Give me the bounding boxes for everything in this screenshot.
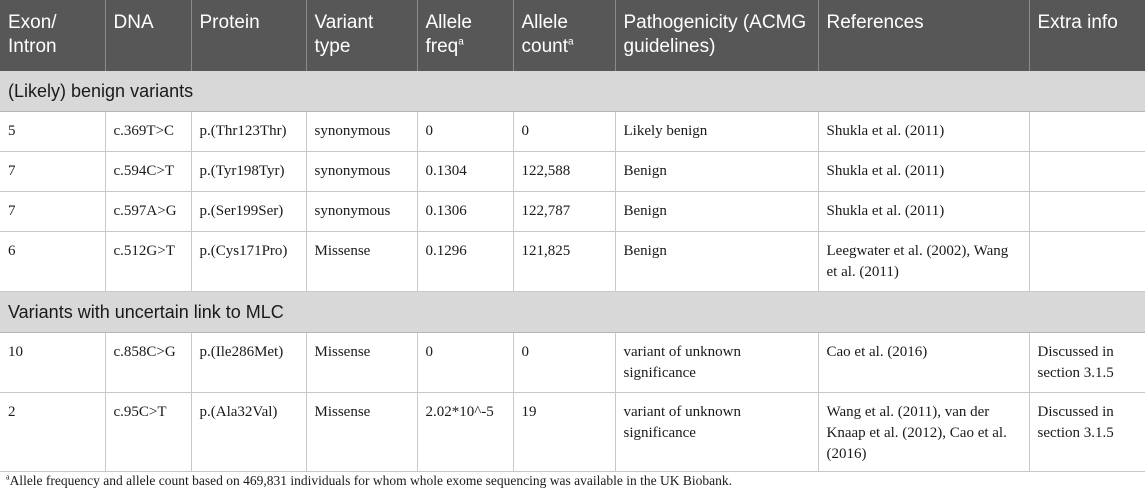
cell-extra-info [1029,192,1145,232]
cell-protein: p.(Cys171Pro) [191,232,306,292]
header-variant-type [306,0,417,71]
footnote-text: Allele frequency and allele count based on 469,831 individuals for whom whole exome sequencing was available in the UK Biobank. [9,473,732,488]
cell-dna: c.512G>T [105,232,191,292]
header-label: Pathogenicity (ACMG guidelines) [623,12,807,57]
cell-exon-intron: 6 [0,232,105,292]
cell-exon-intron: 10 [0,333,105,393]
cell-allele-freq: 0.1306 [417,192,513,232]
cell-allele-count: 122,588 [513,152,615,192]
cell-extra-info: Discussed in section 3.1.5 [1029,333,1145,393]
cell-dna: c.369T>C [105,112,191,152]
cell-references: Cao et al. (2016) [818,333,1029,393]
header-references [818,0,1029,71]
cell-allele-freq: 0.1296 [417,232,513,292]
cell-variant-type: synonymous [306,152,417,192]
cell-variant-type: synonymous [306,192,417,232]
cell-pathogenicity: variant of unknown significance [615,393,818,472]
header-pathogenicity [615,0,818,71]
section-title: Variants with uncertain link to MLC [0,292,1145,333]
header-label: References [826,12,924,33]
cell-pathogenicity: Benign [615,232,818,292]
cell-dna: c.95C>T [105,393,191,472]
header-label: Variant type [314,12,374,57]
header-label: DNA [113,12,154,33]
cell-extra-info [1029,112,1145,152]
cell-protein: p.(Tyr198Tyr) [191,152,306,192]
cell-allele-count: 0 [513,112,615,152]
table-row [0,393,1145,472]
header-allele-freq [417,0,513,71]
cell-protein: p.(Ala32Val) [191,393,306,472]
header-dna [105,0,191,71]
header-superscript: a [458,36,464,48]
cell-references: Shukla et al. (2011) [818,112,1029,152]
table-body [0,71,1145,472]
section-header-row [0,292,1145,333]
table-header [0,0,1145,71]
cell-variant-type: Missense [306,333,417,393]
cell-protein: p.(Ile286Met) [191,333,306,393]
cell-references: Leegwater et al. (2002), Wang et al. (2011) [818,232,1029,292]
cell-protein: p.(Ser199Ser) [191,192,306,232]
cell-references: Wang et al. (2011), van der Knaap et al. (2012), Cao et al. (2016) [818,393,1029,472]
cell-references: Shukla et al. (2011) [818,192,1029,232]
cell-dna: c.858C>G [105,333,191,393]
cell-exon-intron: 7 [0,152,105,192]
header-label: Allele freq [425,12,472,57]
footnote-marker: a [6,472,10,482]
header-label: Allele count [521,12,568,57]
table-row [0,333,1145,393]
cell-allele-freq: 0.1304 [417,152,513,192]
table-row [0,152,1145,192]
cell-variant-type: Missense [306,232,417,292]
cell-pathogenicity: Benign [615,192,818,232]
cell-allele-count: 0 [513,333,615,393]
cell-variant-type: Missense [306,393,417,472]
table-row [0,192,1145,232]
cell-allele-count: 19 [513,393,615,472]
header-extra-info [1029,0,1145,71]
header-allele-count [513,0,615,71]
header-label: Protein [199,12,260,33]
header-label: Exon/ Intron [8,12,57,57]
cell-extra-info [1029,232,1145,292]
cell-pathogenicity: Likely benign [615,112,818,152]
cell-pathogenicity: variant of unknown significance [615,333,818,393]
cell-extra-info [1029,152,1145,192]
header-label: Extra info [1037,12,1118,33]
cell-dna: c.594C>T [105,152,191,192]
cell-variant-type: synonymous [306,112,417,152]
header-superscript: a [567,36,574,48]
cell-allele-freq: 0 [417,112,513,152]
cell-allele-count: 121,825 [513,232,615,292]
cell-dna: c.597A>G [105,192,191,232]
section-title: (Likely) benign variants [0,71,1145,112]
table-row [0,232,1145,292]
cell-allele-count: 122,787 [513,192,615,232]
cell-extra-info: Discussed in section 3.1.5 [1029,393,1145,472]
section-header-row [0,71,1145,112]
cell-exon-intron: 7 [0,192,105,232]
table-row [0,112,1145,152]
header-protein [191,0,306,71]
cell-allele-freq: 2.02*10^-5 [417,393,513,472]
header-exon-intron [0,0,105,71]
cell-exon-intron: 5 [0,112,105,152]
cell-allele-freq: 0 [417,333,513,393]
table-footnote [6,473,732,489]
cell-protein: p.(Thr123Thr) [191,112,306,152]
cell-exon-intron: 2 [0,393,105,472]
cell-pathogenicity: Benign [615,152,818,192]
cell-references: Shukla et al. (2011) [818,152,1029,192]
